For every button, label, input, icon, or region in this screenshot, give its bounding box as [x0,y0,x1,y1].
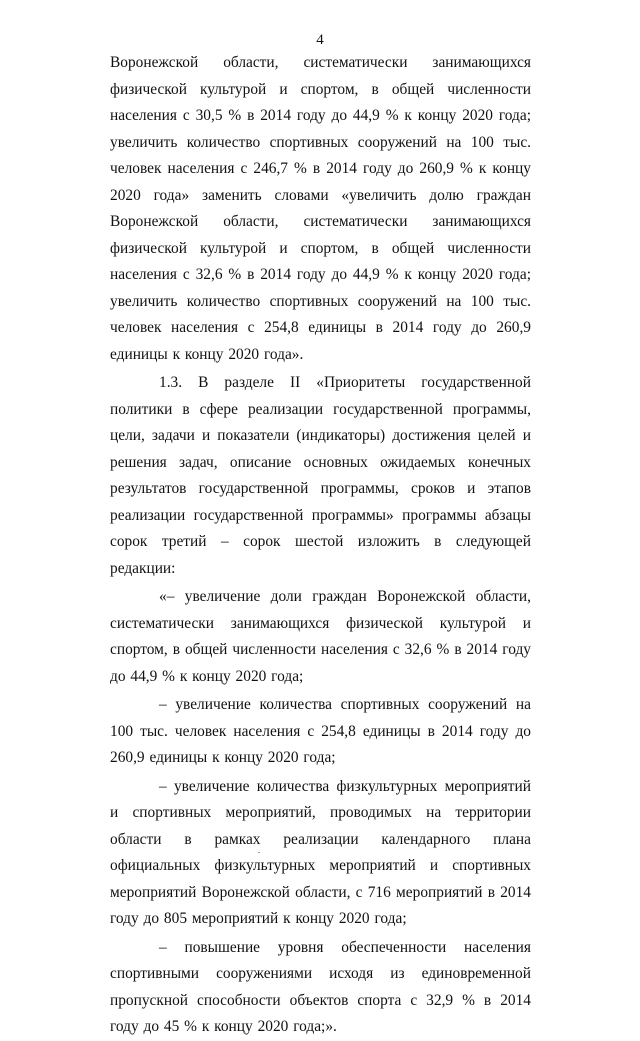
scan-speck [258,852,260,853]
paragraph-item-sports-share: «– увеличение доли граждан Воронежской области, систематически занимающихся физической культурой и спортом, в общей численности населения с 32,6 % в 2014 году до 44,9 % к концу 2020 года; [110,588,531,685]
paragraph-item-sports-facilities: – увеличение количества спортивных сооружений на 100 тыс. человек населения с 254,8 единицы в 2014 году до 260,9 единицы к концу 2020 года; [110,696,531,766]
paragraph-continuation: Воронежской области, систематически занимающихся физической культурой и спортом, в общей численности населения с 30,5 % в 2014 году до 44,9 % к концу 2020 года; увеличить количество спортивных сооружений на 100 тыс. человек населения с 246,7 % в 2014 году до 260,9 % к концу 2020 года» заменить словами «увеличить долю граждан Воронежской области, систематически занимающихся физической культурой и спортом, в общей численности населения с 32,6 % в 2014 году до 44,9 % к концу 2020 года; увеличить количество спортивных сооружений на 100 тыс. человек населения с 254,8 единицы в 2014 году до 260,9 единицы к концу 2020 года». [110,54,531,363]
paragraph-item-sports-events: – увеличение количества физкультурных мероприятий и спортивных мероприятий, проводимых на территории области в рамках реализации календарного плана официальных физкультурных мероприятий и спортивных мероприятий Воронежской области, с 716 мероприятий в 2014 году до 805 мероприятий к концу 2020 года; [110,777,531,927]
page-number: 4 [316,32,324,48]
paragraph-item-facility-capacity: – повышение уровня обеспеченности населения спортивными сооружениями исходя из единовременной пропускной способности объектов спорта с 32,9 % в 2014 году до 45 % к концу 2020 года;». [110,938,531,1035]
document-body [110,50,531,1041]
paragraph-section-1-3: 1.3. В разделе II «Приоритеты государственной политики в сфере реализации государственной программы, цели, задачи и показатели (индикаторы) достижения целей и решения задач, описание основных ожидаемых конечных результатов государственной программы, сроков и этапов реализации государственной программы» программы абзацы сорок третий – сорок шестой изложить в следующей редакции: [110,374,531,577]
